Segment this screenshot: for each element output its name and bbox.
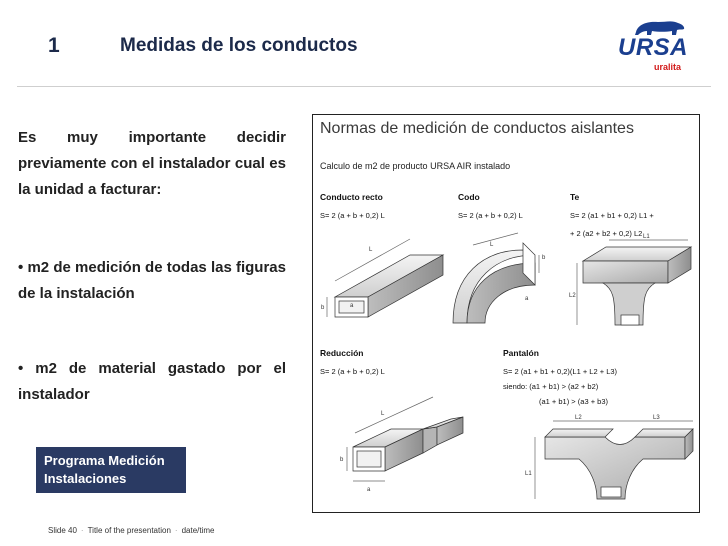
header-divider <box>17 86 711 87</box>
formula-codo: S= 2 (a + b + 0,2) L <box>458 211 523 220</box>
program-box-line2: Instalaciones <box>44 471 127 486</box>
duct-measurement-figure <box>312 114 700 513</box>
slide-title: Medidas de los conductos <box>120 35 358 56</box>
dim-label-b: b <box>542 255 546 261</box>
ursa-logo <box>618 18 702 72</box>
formula-te-1: S= 2 (a1 + b1 + 0,2) L1 + <box>570 211 654 220</box>
dim-label-L2: L2 <box>569 293 576 299</box>
formula-pantalon-2: siendo: (a1 + b1) > (a2 + b2) <box>503 382 599 391</box>
intro-text: Es muy importante decidir previamente con el instalador cual es la unidad a facturar: <box>18 129 286 198</box>
program-box[interactable] <box>36 447 186 493</box>
footer-title: Title of the presentation <box>87 526 171 535</box>
slide-number: 1 <box>48 34 60 57</box>
dim-label-b: b <box>321 305 325 311</box>
dim-label-L1: L1 <box>525 471 532 477</box>
logo-brand: URSA <box>618 34 689 61</box>
formula-pantalon-3: (a1 + b1) > (a3 + b3) <box>539 397 609 406</box>
section-label-te: Te <box>570 192 580 202</box>
dim-label-L: L <box>381 411 385 417</box>
figure-subtitle: Calculo de m2 de producto URSA AIR instalado <box>320 161 511 171</box>
dim-label-b: b <box>340 457 344 463</box>
tee-diagram <box>577 240 691 325</box>
bullet-material: • m2 de material gastado por el instalador <box>18 360 286 403</box>
section-label-recto: Conducto recto <box>320 192 383 202</box>
formula-te-2: + 2 (a2 + b2 + 0,2) L2 <box>570 229 643 238</box>
bullet-medicion: • m2 de medición de todas las figuras de la instalación <box>18 259 286 302</box>
formula-recto: S= 2 (a + b + 0,2) L <box>320 211 385 220</box>
dim-label-a: a <box>350 303 354 309</box>
logo-subtitle: uralita <box>654 62 682 72</box>
trouser-diagram <box>535 421 693 499</box>
straight-duct-diagram <box>327 239 443 317</box>
dim-label-a: a <box>525 296 529 302</box>
duct-diagrams <box>313 115 700 513</box>
footer-separator: · <box>80 526 84 535</box>
dim-label-L2: L2 <box>575 415 582 421</box>
reduction-diagram <box>347 397 463 481</box>
formula-reduccion: S= 2 (a + b + 0,2) L <box>320 367 385 376</box>
footer-slide: Slide 40 <box>48 526 77 535</box>
footer-separator: · <box>174 526 178 535</box>
section-label-reduccion: Reducción <box>320 348 364 358</box>
footer <box>48 526 214 535</box>
section-label-codo: Codo <box>458 192 480 202</box>
program-box-line1: Programa Medición <box>44 453 165 468</box>
dim-label-L3: L3 <box>653 415 660 421</box>
dim-label-a: a <box>367 487 371 493</box>
formula-pantalon-1: S= 2 (a1 + b1 + 0,2)(L1 + L2 + L3) <box>503 367 618 376</box>
section-label-pantalon: Pantalón <box>503 348 539 358</box>
figure-title: Normas de medición de conductos aislantes <box>320 120 634 137</box>
dim-label-L1: L1 <box>643 234 650 240</box>
elbow-diagram <box>453 233 539 323</box>
dim-label-L: L <box>369 247 373 253</box>
footer-date: date/time <box>181 526 215 535</box>
dim-label-L: L <box>490 242 494 248</box>
